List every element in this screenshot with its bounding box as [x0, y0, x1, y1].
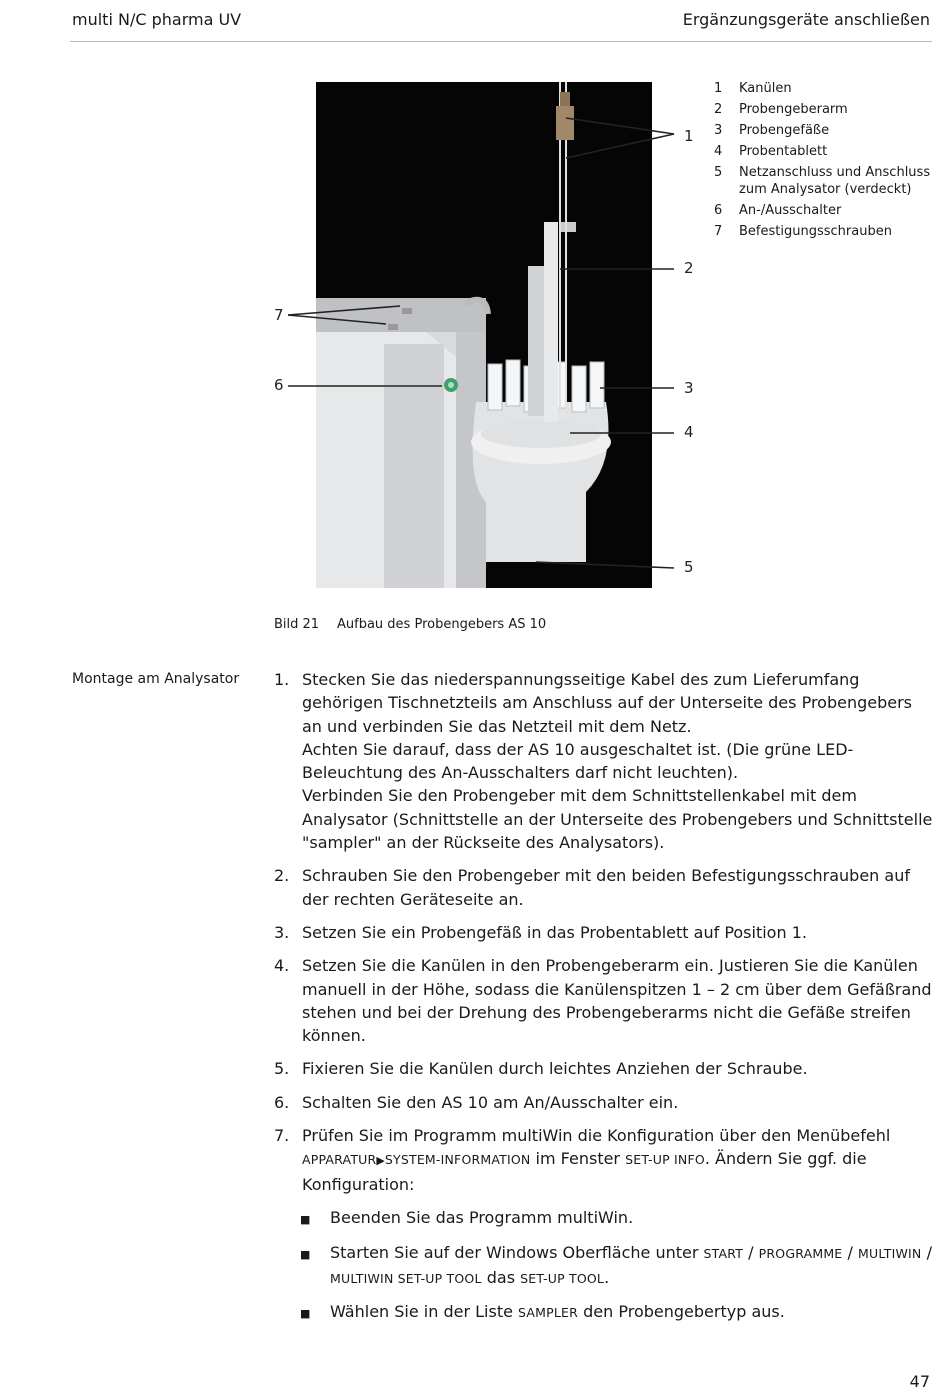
step-item — [274, 954, 934, 1047]
header-divider — [70, 41, 932, 42]
step-item — [274, 668, 934, 854]
step-number: 2. — [274, 866, 290, 886]
step-item — [274, 1057, 934, 1080]
step-body — [302, 668, 934, 854]
step-text: Setzen Sie die Kanülen in den Probengeberarm ein. Justieren Sie die Kanülen manuell in der Höhe, sodass die Kanülenspitzen 1 – 2 cm über dem Gefäßrand stehen und bei der Drehung des Probengeberarms nicht die Gefäße streifen können. — [302, 956, 932, 1046]
legend-number: 3 — [714, 123, 723, 138]
step-number: 3. — [274, 922, 290, 942]
step-text: . Ändern Sie ggf. die Konfiguration: — [302, 1149, 867, 1194]
step-text: Schalten Sie den AS 10 am An/Ausschalter ein. — [302, 1092, 679, 1112]
bullet-text: Starten Sie auf der Windows Oberfläche unter — [330, 1243, 699, 1263]
bullet-item — [300, 1241, 934, 1290]
bullet-text: . — [604, 1267, 610, 1287]
legend-number: 4 — [714, 144, 723, 159]
step-item — [274, 1091, 934, 1114]
bullet-square-icon: ■ — [300, 1306, 311, 1320]
legend-text: Probentablett — [739, 144, 828, 159]
legend-text: Befestigungsschrauben — [739, 224, 892, 239]
callout-1: 1 — [684, 127, 694, 145]
step-paragraph — [302, 1124, 934, 1196]
list-name-sampler: SAMPLER — [518, 1304, 579, 1320]
section-label: Montage am Analysator — [72, 671, 240, 687]
header-product-name: multi N/C pharma UV — [72, 10, 242, 29]
menu-arrow-icon: ▶ — [376, 1154, 385, 1168]
bullet-text: Wählen Sie in der Liste — [330, 1301, 513, 1321]
legend-item — [714, 80, 934, 97]
legend-item — [714, 143, 934, 160]
legend-text: Probengeberarm — [739, 102, 848, 117]
bullet-body — [330, 1300, 934, 1325]
instruction-steps — [274, 668, 934, 1345]
step-number: 1. — [274, 670, 290, 689]
menu-path-setup-tool: MULTIWIN SET-UP TOOL — [330, 1270, 482, 1286]
window-name: SET-UP INFO — [625, 1152, 705, 1168]
callout-6: 6 — [274, 376, 284, 394]
header-chapter-title: Ergänzungsgeräte anschließen — [682, 10, 930, 29]
caption-number: Bild 21 — [274, 617, 320, 632]
legend-item — [714, 164, 934, 198]
legend-item — [714, 202, 934, 219]
bullet-item — [300, 1300, 934, 1325]
callout-2: 2 — [684, 259, 694, 277]
step-item — [274, 864, 934, 911]
menu-path-programme: PROGRAMME — [758, 1246, 843, 1262]
path-separator: / — [926, 1243, 932, 1263]
step-text: Prüfen Sie im Programm multiWin die Konfiguration über den Menübefehl — [302, 1126, 891, 1146]
bullet-body — [330, 1241, 934, 1290]
step-number: 6. — [274, 1092, 290, 1112]
callout-7: 7 — [274, 306, 284, 324]
bullet-text: den Probengebertyp aus. — [583, 1301, 785, 1321]
legend-item — [714, 122, 934, 139]
callout-4: 4 — [684, 423, 694, 441]
legend-item — [714, 223, 934, 240]
step-text: Setzen Sie ein Probengefäß in das Probentablett auf Position 1. — [302, 922, 807, 942]
callout-5: 5 — [684, 558, 694, 576]
figure-sampler-photo — [270, 78, 710, 590]
step-item — [274, 921, 934, 944]
step-text: Fixieren Sie die Kanülen durch leichtes Anziehen der Schraube. — [302, 1059, 808, 1079]
bullet-list — [300, 1206, 934, 1325]
step-body — [302, 1124, 934, 1335]
bullet-square-icon: ■ — [300, 1248, 311, 1262]
legend-text: Probengefäße — [739, 123, 830, 138]
legend-text: Netzanschluss und Anschluss zum Analysator (verdeckt) — [739, 165, 931, 197]
step-number: 4. — [274, 956, 290, 976]
step-number: 7. — [274, 1126, 290, 1146]
caption-text: Aufbau des Probengebers AS 10 — [337, 617, 547, 632]
legend-number: 5 — [714, 165, 723, 180]
path-separator: / — [748, 1243, 754, 1263]
bullet-text: Beenden Sie das Programm multiWin. — [330, 1207, 634, 1227]
legend-number: 2 — [714, 102, 723, 117]
figure-caption — [274, 617, 546, 632]
step-paragraph: Achten Sie darauf, dass der AS 10 ausgeschaltet ist. (Die grüne LED-Beleuchtung des An-Ausschalters darf nicht leuchten). — [302, 739, 854, 783]
bullet-square-icon: ■ — [300, 1212, 311, 1226]
legend-number: 6 — [714, 203, 723, 218]
legend-text: Kanülen — [739, 81, 792, 96]
menu-path-apparatur: APPARATUR — [302, 1152, 377, 1168]
step-paragraph: Stecken Sie das niederspannungsseitige Kabel des zum Lieferumfang gehörigen Tischnetzteils am Anschluss auf der Unterseite des Probengebers an und verbinden Sie das Netzteil mit dem Netz. — [302, 670, 913, 736]
menu-path-multiwin: MULTIWIN — [857, 1246, 922, 1262]
step-item — [274, 1124, 934, 1335]
legend-number: 1 — [714, 81, 723, 96]
bullet-item — [300, 1206, 934, 1231]
legend-number: 7 — [714, 224, 723, 239]
figure-legend — [714, 80, 934, 244]
step-text: im Fenster — [535, 1149, 621, 1169]
step-text: Schrauben Sie den Probengeber mit den beiden Befestigungsschrauben auf der rechten Geräteseite an. — [302, 866, 910, 909]
menu-path-start: START — [703, 1246, 744, 1262]
step-paragraph: Verbinden Sie den Probengeber mit dem Schnittstellenkabel mit dem Analysator (Schnittstelle an der Unterseite des Probengebers und Schnittstelle "sampler" an der Rückseite des Analysators). — [302, 786, 933, 853]
window-name: SET-UP TOOL — [520, 1270, 605, 1286]
page-number: 47 — [909, 1372, 930, 1391]
step-number: 5. — [274, 1059, 290, 1079]
legend-text: An-/Ausschalter — [739, 203, 842, 218]
sampler-illustration — [316, 82, 652, 588]
callout-3: 3 — [684, 379, 694, 397]
sampler-photo — [316, 82, 652, 588]
bullet-text: das — [486, 1267, 516, 1287]
legend-item — [714, 101, 934, 118]
menu-path-system-information: SYSTEM-INFORMATION — [384, 1152, 531, 1168]
path-separator: / — [847, 1243, 853, 1263]
